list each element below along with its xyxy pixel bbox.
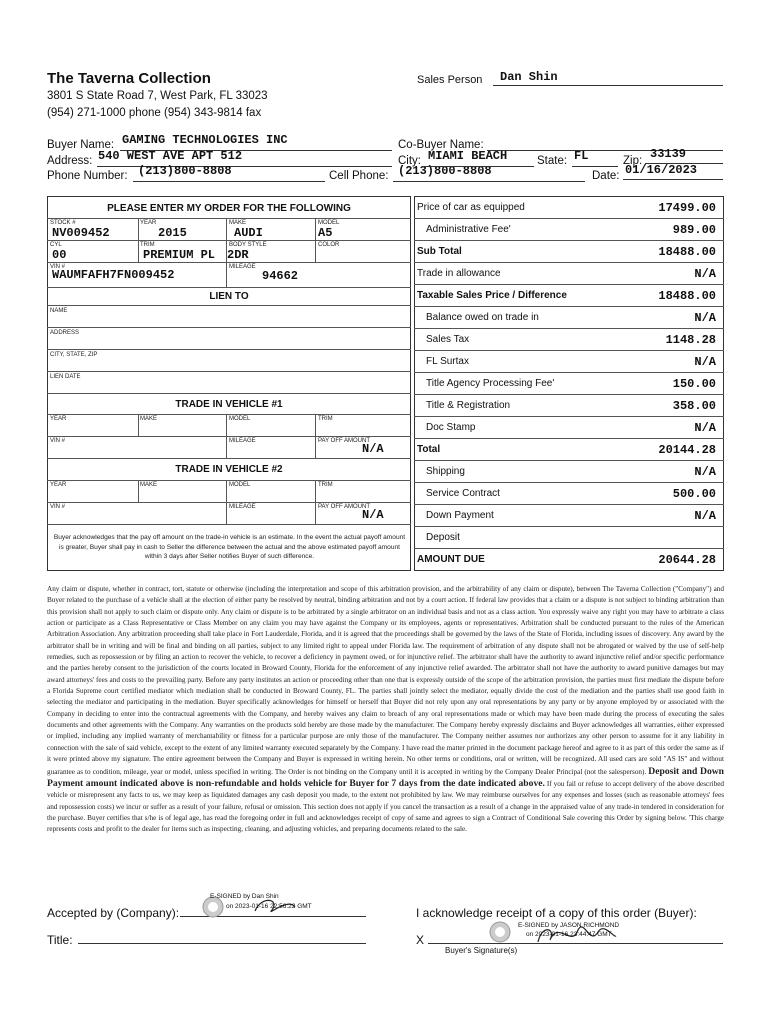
lien-name-label: NAME [50, 308, 68, 314]
price-label: Taxable Sales Price / Difference [417, 290, 567, 301]
trade2-trim-label: TRIM [318, 482, 333, 488]
cyl-value[interactable]: 00 [52, 248, 67, 262]
city-label: City: [398, 155, 421, 167]
trade2-title: TRADE IN VEHICLE #2 [175, 464, 283, 475]
price-row [414, 483, 724, 505]
trade2-make-label: MAKE [140, 482, 158, 488]
price-value[interactable]: 20144.28 [658, 443, 716, 457]
price-row [414, 241, 724, 263]
phone-value[interactable]: (213)800-8808 [138, 164, 232, 178]
cell-value[interactable]: (213)800-8808 [398, 164, 492, 178]
price-label: Sales Tax [426, 334, 470, 345]
price-label: Title & Registration [426, 400, 511, 411]
model-label: MODEL [318, 220, 340, 226]
price-label: Service Contract [426, 488, 500, 499]
price-row [414, 329, 724, 351]
price-row [414, 197, 724, 219]
price-row [414, 285, 724, 307]
price-label: Down Payment [426, 510, 494, 521]
mileage-value[interactable]: 94662 [262, 269, 299, 283]
buyer-address-value[interactable]: 540 WEST AVE APT 512 [98, 149, 243, 163]
price-value[interactable]: 17499.00 [658, 201, 716, 215]
deposit-notice: Deposit and Down Payment amount indicated above is non-refundable and holds vehicle for Buyer for 7 days from the date indicated above. [47, 765, 725, 789]
sales-person-label: Sales Person [417, 74, 483, 86]
price-value[interactable]: 989.00 [672, 223, 716, 237]
price-label: Total [417, 444, 441, 455]
trade1-vin-label: VIN # [50, 438, 66, 444]
price-row [414, 395, 724, 417]
price-label: Doc Stamp [426, 422, 476, 433]
company-address: 3801 S State Road 7, West Park, FL 33023 [47, 90, 268, 102]
price-value[interactable]: 20644.28 [658, 553, 716, 567]
price-label: Price of car as equipped [417, 202, 525, 213]
arbitration-text: Any claim or dispute, whether in contract, tort, statute or otherwise (including the interpretation and scope of this arbitration provision, and the arbitrability of any claim or dispute), between The Taverna Collection ("Company") and Buyer related to the purchase of a vehicle shall at the election of either party be resolved by neutral, binding arbitration and not by a court action. If federal law provides that a claim or a dispute is not subject to binding arbitration than this provision shall not apply to such claim or dispute only. Any claim or dispute is to be arbitrated by a single arbitrator on an individual basis and not as a class action. You expressly waive any right you may have to arbitrate a class action or participate as a Class Representative or Class Member on any claim you may have against the Company or its employees, agents or representatives. Arbitration shall be conducted pursuant to the rules of the American Arbitration Association. Any arbitration proceeding shall take place in Fort Lauderdale, Florida, and it is agreed that the proceedings shall be governed by the laws of the State of Florida, including issues of discovery. Any award by the arbitrator shall be in writing and will be final and binding on all parties, subject to any limited right to appeal under Florida law. The requirement of arbitration of any dispute shall not be abrogated or waived by the use of self-help remedies, such as repossession or by filing an action to recover the vehicle, to recover a deficiency in payment owed, or for injunctive relief. The arbitrator shall have the authority to award injunctive relief and/or specific performance and the parties hereby consent to the jurisdiction of the courts located in Broward County, Florida for the enforcement of any injunctive relief awarded. The arbitrator shall not have the authority to award punitive damages but may award attorneys' fees and costs to the prevailing party. Before any party institutes an action or proceeding other than one that is expressly outside of the scope of the arbitration provision, the parties must first mediate the dispute before a Florida Supreme court certified mediator which mediation shall be conducted in Broward County, FL. The parties shall jointly select the mediator, equally divide the cost of the mediation and the parties shall use good faith in selecting the mediator and participating in the mediation. Buyer specifically acknowledges for himself or herself that Buyer did not rely upon any oral representations by any party or by anyone employed by or associated with the Company in deciding to enter into the contractual agreements with the Company, and hereby waives any claim to breach of any oral representations made or which may have been made during the process of executing the sales documents and other agreements with the Company. Any warranties on the products sold hereby are those made by the manufacturer. The Company hereby expressly disclaims and Buyer acknowledges all warranties, either expressed or implied, including any implied warranty of merchantability or fitness for a particular purpose are only those of the manufacturer. The Company neither assumes nor authorizes any other person to assume for it any liability in connection with the sale of said vehicle, except to the extent of any limited warranty executed separately by the Company. I have read the matter printed in the document package hereof and agree to it as part of this order the same as if it were printed above my signature. The entire agreement between the Company and Buyer is expressed in writing herein. No other terms or conditions, oral or written, will be recognized. All used cars are sold "AS IS" and without guarantee as to condition, mileage, year or model, unless specified in writing. The Order is not binding on the Company until it is accepted in writing by the Company Dealer Principal (not the salesperson). Deposit and Down Payment amount indicated above is non-refundable and holds vehicle for Buyer for 7 days from the date indicated above. If you fail or refuse to accept delivery of the above described vehicle or misrepresent any facts to us, we may keep as liquidated damages any cash deposit you made, to the extent not prohibited by law. We may reimburse ourselves for any expenses and losses (such as reasonable attorneys' fees and repossession costs) we incur or suffer as a result of your failure, refusal or omission. This section does not apply if you cancel the transaction as a result of a change in the appraised value of any trade-in tendered in consideration for the purchase. Buyer certifies that s/he is of legal age, has read the foregoing order in full and acknowledges receipt of copy of same and agrees to sign a Contract of Conditional Sale covering this Order by signing below. 'This charge represents costs and profit to the dealer for items such as inspecting, cleaning, and adjusting vehicles, and preparing documents related to the sale. [47, 585, 725, 834]
price-value[interactable]: 18488.00 [658, 245, 716, 259]
trade1-model-label: MODEL [229, 416, 251, 422]
state-label: State: [537, 155, 568, 167]
zip-label: Zip: [623, 155, 643, 167]
trim-label: TRIM [140, 242, 155, 248]
price-row [414, 373, 724, 395]
price-value[interactable]: N/A [694, 355, 716, 369]
year-value[interactable]: 2015 [158, 226, 187, 240]
trade2-model-label: MODEL [229, 482, 251, 488]
price-label: Sub Total [417, 246, 462, 257]
trade2-payoff-label: PAY OFF AMOUNT [318, 504, 371, 510]
trade1-make-label: MAKE [140, 416, 158, 422]
price-row [414, 461, 724, 483]
trade2-payoff-value[interactable]: N/A [362, 508, 384, 522]
trade1-payoff-value[interactable]: N/A [362, 442, 384, 456]
price-label: Deposit [426, 532, 460, 543]
cobuyer-label: Co-Buyer Name: [398, 139, 484, 151]
company-name: The Taverna Collection [47, 70, 211, 87]
company-esign-stamp: E-SIGNED by Dan Shin on 2023-01-16 22:56:22 GMT [200, 893, 350, 917]
make-value[interactable]: AUDI [234, 226, 263, 240]
price-row [414, 307, 724, 329]
price-row [414, 549, 724, 571]
company-phone: (954) 271-1000 phone (954) 343-9814 fax [47, 107, 262, 119]
vin-label: VIN # [50, 264, 66, 270]
acknowledge-label: I acknowledge receipt of a copy of this order (Buyer): [416, 906, 697, 920]
lien-date-label: LIEN DATE [50, 374, 81, 380]
buyer-name-value[interactable]: GAMING TECHNOLOGIES INC [122, 133, 288, 147]
order-title: PLEASE ENTER MY ORDER FOR THE FOLLOWING [107, 203, 351, 214]
trim-value[interactable]: PREMIUM PL [143, 248, 216, 262]
price-label: FL Surtax [426, 356, 469, 367]
phone-label: Phone Number: [47, 170, 128, 182]
price-value[interactable]: N/A [694, 509, 716, 523]
price-value[interactable]: N/A [694, 421, 716, 435]
price-label: Title Agency Processing Fee' [426, 378, 555, 389]
sales-person-value: Dan Shin [500, 70, 558, 84]
price-row [414, 439, 724, 461]
title-label: Title: [47, 933, 73, 947]
lien-address-label: ADDRESS [50, 330, 80, 336]
price-row [414, 263, 724, 285]
date-label: Date: [592, 170, 620, 182]
body-style-value[interactable]: 2DR [227, 248, 249, 262]
trade1-title: TRADE IN VEHICLE #1 [175, 399, 283, 410]
price-value[interactable]: 18488.00 [658, 289, 716, 303]
price-label: Balance owed on trade in [426, 312, 539, 323]
trade1-mileage-label: MILEAGE [229, 438, 256, 444]
year-label: YEAR [140, 220, 157, 226]
price-label: Shipping [426, 466, 465, 477]
price-label: AMOUNT DUE [417, 554, 485, 565]
lien-title: LIEN TO [209, 291, 249, 302]
cell-label: Cell Phone: [329, 170, 389, 182]
price-row [414, 219, 724, 241]
color-label: COLOR [318, 242, 340, 248]
trade2-mileage-label: MILEAGE [229, 504, 256, 510]
lien-city-label: CITY, STATE, ZIP [50, 352, 98, 358]
price-row [414, 351, 724, 373]
state-value[interactable]: FL [574, 149, 589, 163]
buyer-esign-stamp[interactable]: E-SIGNED by JASON RICHMOND on 2023-01-16 23:44:47 GMT [486, 918, 666, 948]
trade1-payoff-label: PAY OFF AMOUNT [318, 438, 371, 444]
make-label: MAKE [229, 220, 247, 226]
price-value[interactable]: N/A [694, 267, 716, 281]
trade1-year-label: YEAR [50, 416, 67, 422]
cyl-label: CYL [50, 242, 62, 248]
trade2-vin-label: VIN # [50, 504, 66, 510]
model-value[interactable]: A5 [318, 226, 333, 240]
vin-value[interactable]: WAUMFAFH7FN009452 [52, 268, 175, 282]
trade2-year-label: YEAR [50, 482, 67, 488]
mileage-label: MILEAGE [229, 264, 256, 270]
price-value[interactable]: 358.00 [672, 399, 716, 413]
zip-value[interactable]: 33139 [650, 147, 687, 161]
buyer-name-label: Buyer Name: [47, 139, 115, 151]
price-row [414, 417, 724, 439]
price-value[interactable]: 1148.28 [665, 333, 716, 347]
date-value[interactable]: 01/16/2023 [625, 163, 698, 177]
payoff-note: Buyer acknowledges that the pay off amount on the trade-in vehicle is an estimate. In the event the actual payoff amount is greater, Buyer shall pay in cash to Seller the difference between the actual and the above estimated payoff amount within 3 days after Seller notifies Buyer of such difference. [53, 534, 406, 560]
price-label: Trade in allowance [417, 268, 501, 279]
body-style-label: BODY STYLE [229, 242, 267, 248]
price-row [414, 505, 724, 527]
price-value[interactable]: 500.00 [672, 487, 716, 501]
price-value[interactable]: N/A [694, 311, 716, 325]
stock-value[interactable]: NV009452 [52, 226, 110, 240]
stock-label: STOCK # [50, 220, 76, 226]
price-value[interactable]: N/A [694, 465, 716, 479]
buyer-signature-label: Buyer's Signature(s) [445, 946, 518, 955]
buyer-address-label: Address: [47, 155, 93, 167]
price-row [414, 527, 724, 549]
x-mark: X [416, 933, 425, 947]
accepted-by-label: Accepted by (Company): [47, 906, 180, 920]
city-value[interactable]: MIAMI BEACH [428, 149, 508, 163]
price-label: Administrative Fee' [426, 224, 511, 235]
price-value[interactable]: 150.00 [672, 377, 716, 391]
trade1-trim-label: TRIM [318, 416, 333, 422]
